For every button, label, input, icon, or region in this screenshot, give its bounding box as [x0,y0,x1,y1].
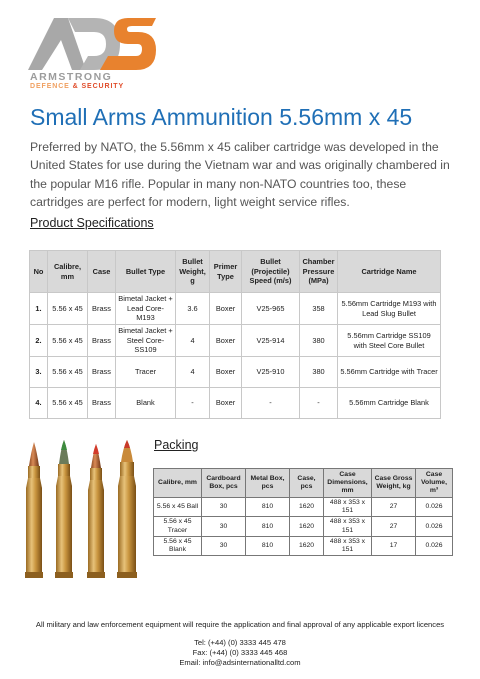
spec-cell: Brass [88,293,116,325]
spec-cell: Tracer [116,357,176,388]
spec-cell: Boxer [210,293,242,325]
spec-col-chamber-pressure: Chamber Pressure (MPa) [300,251,338,293]
spec-cell: Bimetal Jacket + Lead Core- M193 [116,293,176,325]
spec-cell: Brass [88,357,116,388]
spec-cell: 4 [176,357,210,388]
table-row [30,388,441,419]
pack-cell: 0.026 [416,517,453,536]
pack-cell: 810 [246,517,290,536]
table-row [154,536,453,555]
pack-cell: 1620 [290,536,324,555]
spec-cell: 5.56 x 45 [48,388,88,419]
spec-cell: - [176,388,210,419]
table-row [30,357,441,388]
spec-cell: 4 [176,325,210,357]
spec-cell: Boxer [210,388,242,419]
spec-table-header-row [30,251,441,293]
spec-cell: 5.56 x 45 [48,325,88,357]
table-row [30,325,441,357]
pack-cell: 5.56 x 45 Tracer [154,517,202,536]
cartridges-image [20,440,150,580]
spec-col-primer-type: Primer Type [210,251,242,293]
contact-block [0,638,480,669]
pack-cell: 0.026 [416,498,453,517]
page-title: Small Arms Ammunition 5.56mm x 45 [30,104,413,130]
pack-col-case: Case, pcs [290,469,324,498]
pack-table-header-row [154,469,453,498]
spec-col-cartridge-name: Cartridge Name [338,251,441,293]
spec-cell: 2. [30,325,48,357]
spec-cell: V25-914 [242,325,300,357]
spec-cell: 5.56 x 45 [48,293,88,325]
spec-cell: Brass [88,388,116,419]
spec-cell: Brass [88,325,116,357]
pack-cell: 488 x 353 x 151 [324,517,372,536]
spec-cell: 5.56mm Cartridge with Tracer [338,357,441,388]
logo-wordmark-armstrong: ARMSTRONG [30,71,113,83]
table-row [30,293,441,325]
pack-col-case-volume: Case Volume, m³ [416,469,453,498]
pack-col-case-gross-weight: Case Gross Weight, kg [372,469,416,498]
spec-cell: 4. [30,388,48,419]
spec-col-calibre: Calibre, mm [48,251,88,293]
pack-cell: 488 x 353 x 151 [324,498,372,517]
product-specifications-table [29,250,441,419]
pack-cell: 17 [372,536,416,555]
pack-cell: 488 x 353 x 151 [324,536,372,555]
spec-cell: 5.56mm Cartridge M193 with Lead Slug Bullet [338,293,441,325]
spec-col-bullet-weight: Bullet Weight, g [176,251,210,293]
spec-cell: Boxer [210,325,242,357]
spec-cell: Blank [116,388,176,419]
pack-col-metal-box: Metal Box, pcs [246,469,290,498]
spec-cell: 3.6 [176,293,210,325]
product-specifications-heading: Product Specifications [30,216,154,230]
contact-email: Email: info@adsinternationalltd.com [179,658,301,668]
pack-cell: 27 [372,498,416,517]
spec-cell: V25-965 [242,293,300,325]
contact-tel: Tel: (+44) (0) 3333 445 478 [194,638,286,647]
pack-cell: 27 [372,517,416,536]
spec-cell: V25-910 [242,357,300,388]
pack-col-case-dimensions: Case Dimensions, mm [324,469,372,498]
spec-cell: 5.56mm Cartridge SS109 with Steel Core Bullet [338,325,441,357]
packing-table [153,468,453,556]
pack-col-calibre: Calibre, mm [154,469,202,498]
spec-cell: 1. [30,293,48,325]
logo-wordmark-defence-security: DEFENCE & SECURITY [30,83,125,90]
spec-cell: 380 [300,357,338,388]
pack-cell: 30 [202,536,246,555]
pack-cell: 5.56 x 45 Blank [154,536,202,555]
pack-cell: 810 [246,536,290,555]
table-row [154,517,453,536]
packing-heading: Packing [154,438,199,452]
spec-cell: Boxer [210,357,242,388]
intro-paragraph: Preferred by NATO, the 5.56mm x 45 caliber cartridge was developed in the United States for use during the Vietnam war and was originally chambered in the popular M16 rifle. Popular in many non-NATO countries too, these cartridges are perfect for modern, light weight service rifles. [30,140,450,209]
spec-cell: 5.56 x 45 [48,357,88,388]
contact-fax: Fax: (+44) (0) 3333 445 468 [192,648,288,658]
spec-col-case: Case [88,251,116,293]
pack-cell: 0.026 [416,536,453,555]
spec-col-no: No [30,251,48,293]
spec-col-bullet-type: Bullet Type [116,251,176,293]
pack-cell: 5.56 x 45 Ball [154,498,202,517]
table-row [154,498,453,517]
pack-cell: 30 [202,517,246,536]
spec-cell: 358 [300,293,338,325]
spec-cell: - [242,388,300,419]
pack-cell: 1620 [290,517,324,536]
pack-cell: 810 [246,498,290,517]
export-licence-note: All military and law enforcement equipment will require the application and final approval of any applicable export licences [35,620,445,629]
spec-cell: - [300,388,338,419]
spec-cell: 5.56mm Cartridge Blank [338,388,441,419]
pack-col-cardboard-box: Cardboard Box, pcs [202,469,246,498]
pack-cell: 1620 [290,498,324,517]
pack-cell: 30 [202,498,246,517]
spec-cell: Bimetal Jacket + Steel Core- SS109 [116,325,176,357]
spec-cell: 3. [30,357,48,388]
spec-cell: 380 [300,325,338,357]
spec-col-bullet-speed: Bullet (Projectile) Speed (m/s) [242,251,300,293]
